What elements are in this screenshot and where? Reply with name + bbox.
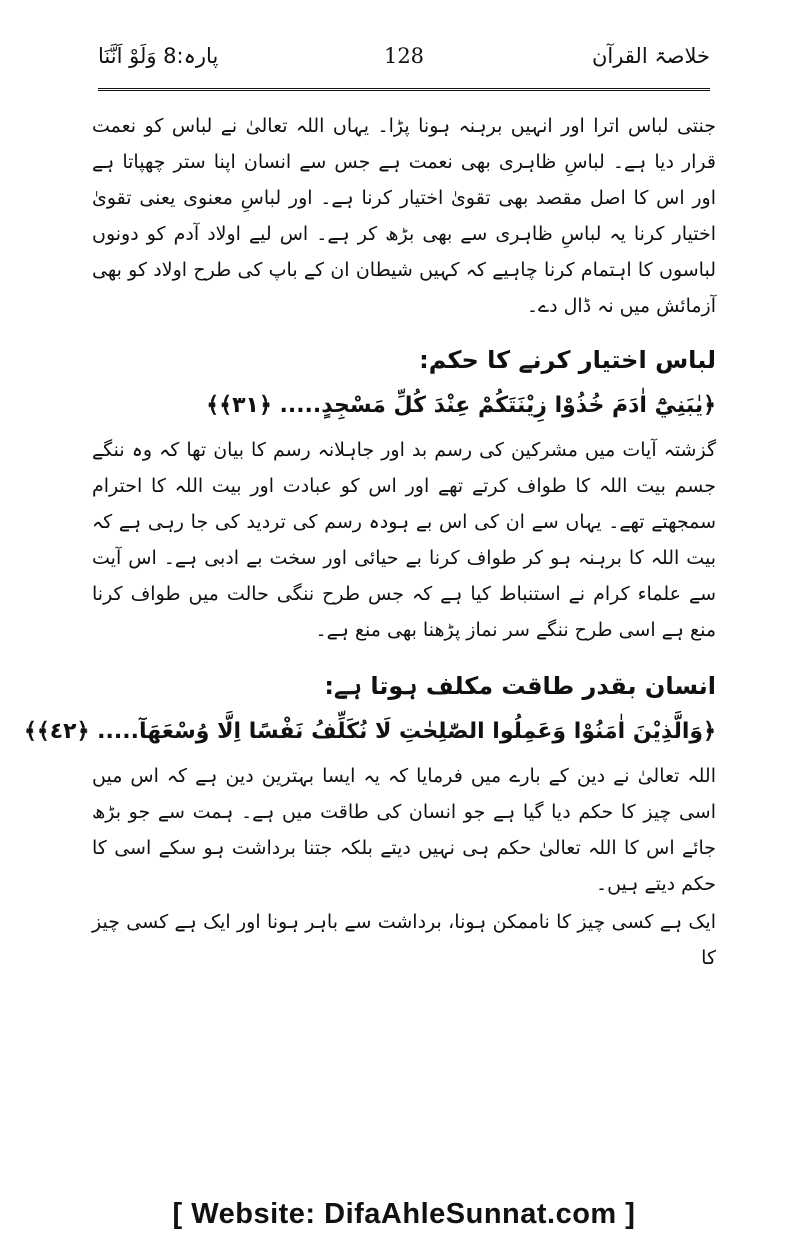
taqat-paragraph: اللہ تعالیٰ نے دین کے بارے میں فرمایا کہ یہ ایسا بہترین دین ہے کہ اس میں اسی چیز کا حکم دیا گیا ہے جو انسان کی طاقت میں ہے۔ ہمت سے جو بڑھ جائے اس کا اللہ تعالیٰ حکم ہی نہیں دیتے بلکہ جتنا برداشت ہو سکے اسی کا حکم دیتے ہیں۔ <box>92 765 716 895</box>
page-header <box>98 38 710 88</box>
page-number: 128 <box>383 44 425 68</box>
para-label: پارہ:8 وَلَوْ اَنَّنَا <box>98 44 219 68</box>
section-heading-taqat: انسان بقدر طاقت مکلف ہوتا ہے: <box>324 672 716 700</box>
header-divider <box>98 88 710 91</box>
ayah-31: ﴿يٰبَنِيْٓ اٰدَمَ خُذُوْا زِيْنَتَكُمْ عِنْدَ كُلِّ مَسْجِدٍ..... ﴿٣١﴾﴾ <box>206 393 716 418</box>
book-title: خلاصۃ القرآن <box>591 44 710 68</box>
website-footer: [ Website: DifaAhleSunnat.com ] <box>172 1198 636 1230</box>
ayah-42: ﴿وَالَّذِيْنَ اٰمَنُوْا وَعَمِلُوا الصّٰلِحٰتِ لَا نُكَلِّفُ نَفْسًا اِلَّا وُسْعَهَآ..... ﴿٤٢﴾﴾ <box>23 719 716 744</box>
continuation-paragraph: ایک ہے کسی چیز کا ناممکن ہونا، برداشت سے باہر ہونا اور ایک ہے کسی چیز کا <box>92 911 716 969</box>
page-body <box>23 108 716 976</box>
intro-paragraph: جنتی لباس اترا اور انہیں برہنہ ہونا پڑا۔ یہاں اللہ تعالیٰ نے لباس کو نعمت قرار دیا ہے۔ لباسِ ظاہری بھی نعمت ہے جس سے انسان اپنا ستر چھپاتا ہے اور اس کا اصل مقصد بھی تقویٰ اختیار کرنا ہے۔ اور لباسِ معنوی یعنی تقویٰ اختیار کرنا یہ لباسِ ظاہری سے بھی بڑھ کر ہے۔ اس لیے اولاد آدم کو دونوں لباسوں کا اہتمام کرنا چاہیے کہ کہیں شیطان ان کے باپ کی طرح اولاد کو بھی آزمائش میں نہ ڈال دے۔ <box>92 115 716 317</box>
libas-paragraph: گزشتہ آیات میں مشرکین کی رسم بد اور جاہلانہ رسم کا بیان تھا کہ وہ ننگے جسم بیت اللہ کا طواف کرتے تھے اور اس کو عبادت اور بیت اللہ کا احترام سمجھتے تھے۔ یہاں سے ان کی اس بے ہودہ رسم کی تردید کی جا رہی ہے کہ بیت اللہ کا برہنہ ہو کر طواف کرنا بے حیائی اور سخت بے ادبی ہے۔ اس آیت سے علماء کرام نے استنباط کیا ہے کہ جس طرح ننگی حالت میں طواف کرنا منع ہے اسی طرح ننگے سر نماز پڑھنا بھی منع ہے۔ <box>92 439 716 641</box>
section-heading-libas: لباس اختیار کرنے کا حکم: <box>419 346 716 374</box>
